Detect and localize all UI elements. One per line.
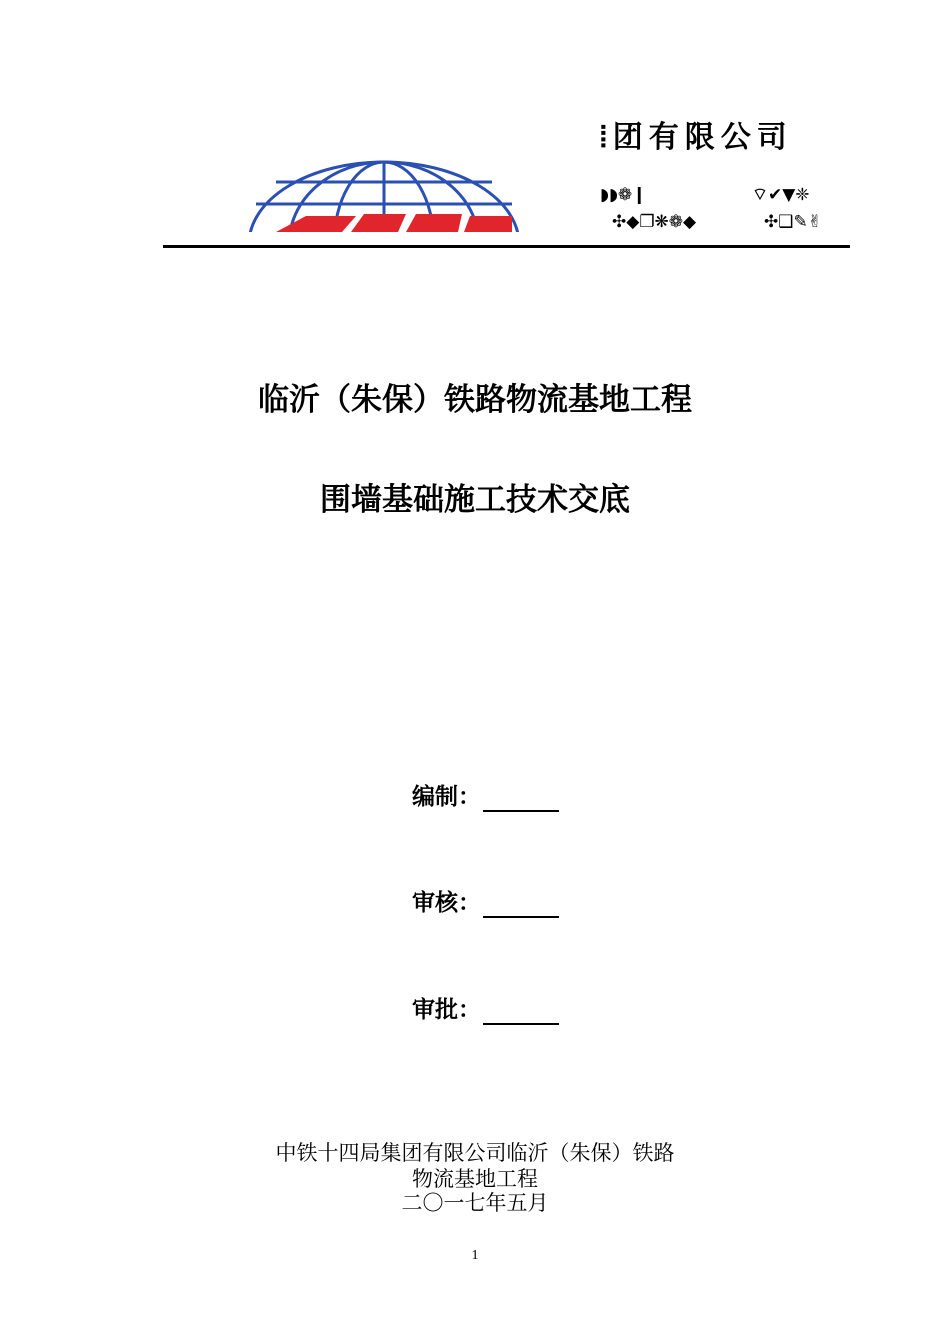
sign-row-approved bbox=[412, 995, 559, 1025]
symbol-row-1-left: ◗◗❁❙ bbox=[600, 185, 647, 205]
company-name-text: 团有限公司 bbox=[612, 120, 793, 155]
company-logo bbox=[166, 104, 590, 232]
sign-row-reviewed bbox=[412, 888, 559, 918]
company-name bbox=[600, 120, 850, 156]
header-rule bbox=[163, 245, 850, 248]
footer-date: 二〇一七年五月 bbox=[401, 1191, 549, 1215]
document-title: 围墙基础施工技术交底 bbox=[320, 482, 630, 518]
symbol-row-2-right: ✣❑✎✌ bbox=[764, 212, 822, 232]
sign-row-compiled bbox=[412, 782, 559, 812]
company-prefix-mark: ⦙ bbox=[600, 120, 613, 155]
globe-logo-icon bbox=[166, 104, 590, 232]
symbol-row-1-right: ⌔✔▼❈ bbox=[752, 185, 810, 205]
signature-line bbox=[483, 1001, 559, 1025]
signature-line bbox=[483, 894, 559, 918]
sign-label-approved: 审批： bbox=[412, 997, 481, 1023]
sign-label-reviewed: 审核： bbox=[412, 890, 481, 916]
footer-org-line-2: 物流基地工程 bbox=[412, 1167, 538, 1191]
page-number: 1 bbox=[471, 1248, 479, 1263]
signature-line bbox=[483, 788, 559, 812]
sign-label-compiled: 编制： bbox=[412, 784, 481, 810]
symbol-row-2-left: ✣◆❐❋❁◆ bbox=[612, 212, 697, 232]
footer-org-line-1: 中铁十四局集团有限公司临沂（朱保）铁路 bbox=[275, 1141, 675, 1165]
project-title: 临沂（朱保）铁路物流基地工程 bbox=[258, 382, 692, 418]
